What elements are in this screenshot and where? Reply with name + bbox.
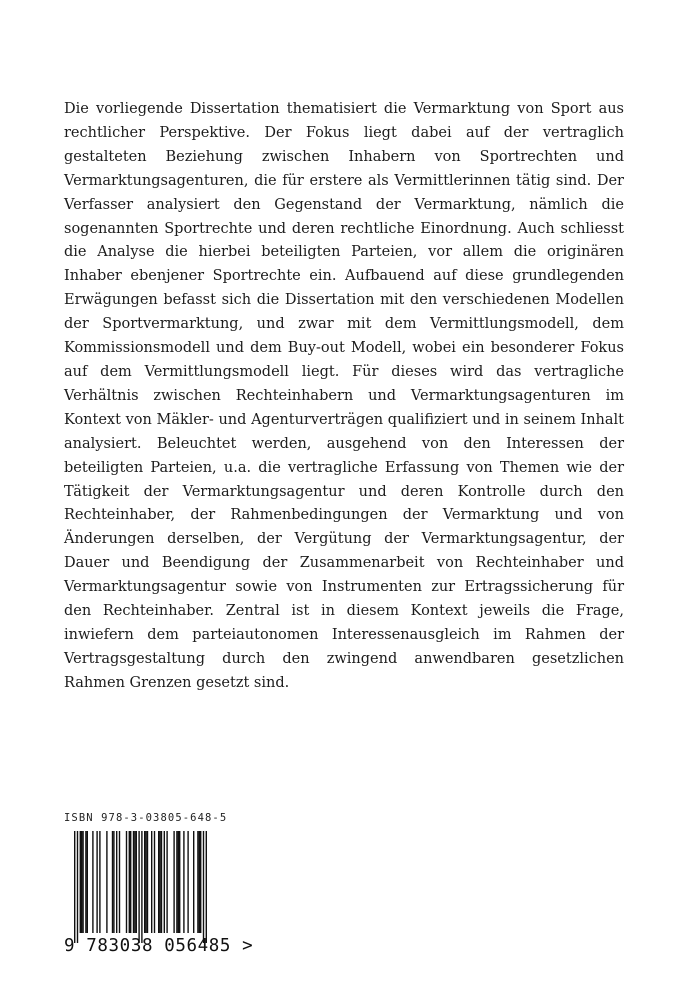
barcode-bar — [154, 831, 155, 933]
barcode-bar — [87, 831, 88, 933]
barcode-guard-bar — [74, 831, 75, 943]
barcode-bar — [99, 831, 100, 933]
barcode-bar — [187, 831, 188, 933]
barcode-bar — [106, 831, 107, 933]
barcode-bar — [119, 831, 120, 933]
barcode-bar — [193, 831, 194, 933]
isbn-barcode-block — [64, 812, 254, 962]
barcode-bar — [158, 831, 159, 933]
barcode-guard-bar — [77, 831, 78, 943]
isbn-label: ISBN 978-3-03805-648-5 — [64, 812, 228, 824]
barcode-bar — [200, 831, 201, 933]
barcode-guard-bar — [141, 831, 142, 943]
barcode-bar — [81, 831, 82, 933]
barcode-bar — [130, 831, 131, 933]
barcode-bar — [96, 831, 97, 933]
barcode-bar — [179, 831, 180, 933]
barcode-bar — [126, 831, 127, 933]
barcode-bar — [82, 831, 83, 933]
barcode-bar — [92, 831, 93, 933]
barcode-bar — [129, 831, 130, 933]
barcode-bar — [199, 831, 200, 933]
barcode-bar — [136, 831, 137, 933]
barcode-guard-bar — [206, 831, 207, 943]
barcode-guard-bar — [203, 831, 204, 943]
barcode-bar — [116, 831, 117, 933]
barcode-bar — [85, 831, 86, 933]
barcode-bar — [176, 831, 177, 933]
ean-digits: 9 783038 056485 > — [64, 936, 254, 956]
barcode-bar — [164, 831, 165, 933]
barcode-bar — [145, 831, 146, 933]
barcode-bar — [113, 831, 114, 933]
barcode-bar — [151, 831, 152, 933]
barcode-bar — [178, 831, 179, 933]
barcode-bar — [159, 831, 160, 933]
barcode-bar — [133, 831, 134, 933]
barcode-bar — [183, 831, 184, 933]
ean13-barcode-image — [74, 831, 209, 949]
barcode-bar — [166, 831, 167, 933]
barcode-bar — [173, 831, 174, 933]
barcode-bar — [147, 831, 148, 933]
back-cover-blurb: Die vorliegende Dissertation thematisiert die Vermarktung von Sport aus rechtlicher Perspektive. Der Fokus liegt dabei auf der vertraglich gestalteten Beziehung zwischen Inhabern von Sportrechten und Vermarktungsagenturen, die für erstere als Vermittlerinnen tätig sind. Der Verfasser analysiert den Gegenstand der Vermarktung, nämlich die sogenannten Sportrechte und deren rechtliche Einordnung. Auch schliesst die Analyse die hierbei beteiligten Parteien, vor allem die originären Inhaber ebenjener Sportrechte ein. Aufbauend auf diese grundlegenden Erwägungen befasst sich die Dissertation mit den verschiedenen Modellen der Sportvermarktung, und zwar mit dem Vermittlungsmodell, dem Kommissionsmodell und dem Buy-out Modell, wobei ein besonderer Fokus auf dem Vermittlungsmodell liegt. Für dieses wird das vertragliche Verhältnis zwischen Rechteinhabern und Vermarktungsagenturen im Kontext von Mäkler- und Agenturverträgen qualifiziert und in seinem Inhalt analysiert. Beleuchtet werden, ausgehend von den Interessen der beteiligten Parteien, u.a. die vertragliche Erfassung von Themen wie der Tätigkeit der Vermarktungsagentur und deren Kontrolle durch den Rechteinhaber, der Rahmenbedingungen der Vermarktung und von Änderungen derselben, der Vergütung der Vermarktungsagentur, der Dauer und Beendigung der Zusammenarbeit von Rechteinhaber und Vermarktungsagentur sowie von Instrumenten zur Ertragssicherung für den Rechteinhaber. Zentral ist in diesem Kontext jeweils die Frage, inwiefern dem parteiautonomen Interessenausgleich im Rahmen der Vertragsgestaltung durch den zwingend anwendbaren gesetzlichen Rahmen Grenzen gesetzt sind. — [64, 101, 624, 691]
barcode-bar — [80, 831, 81, 933]
barcode-bar — [197, 831, 198, 933]
barcode-bar — [134, 831, 135, 933]
barcode-guard-bar — [138, 831, 139, 943]
barcode-bar — [161, 831, 162, 933]
barcode-bar — [112, 831, 113, 933]
barcode-bar — [144, 831, 145, 933]
